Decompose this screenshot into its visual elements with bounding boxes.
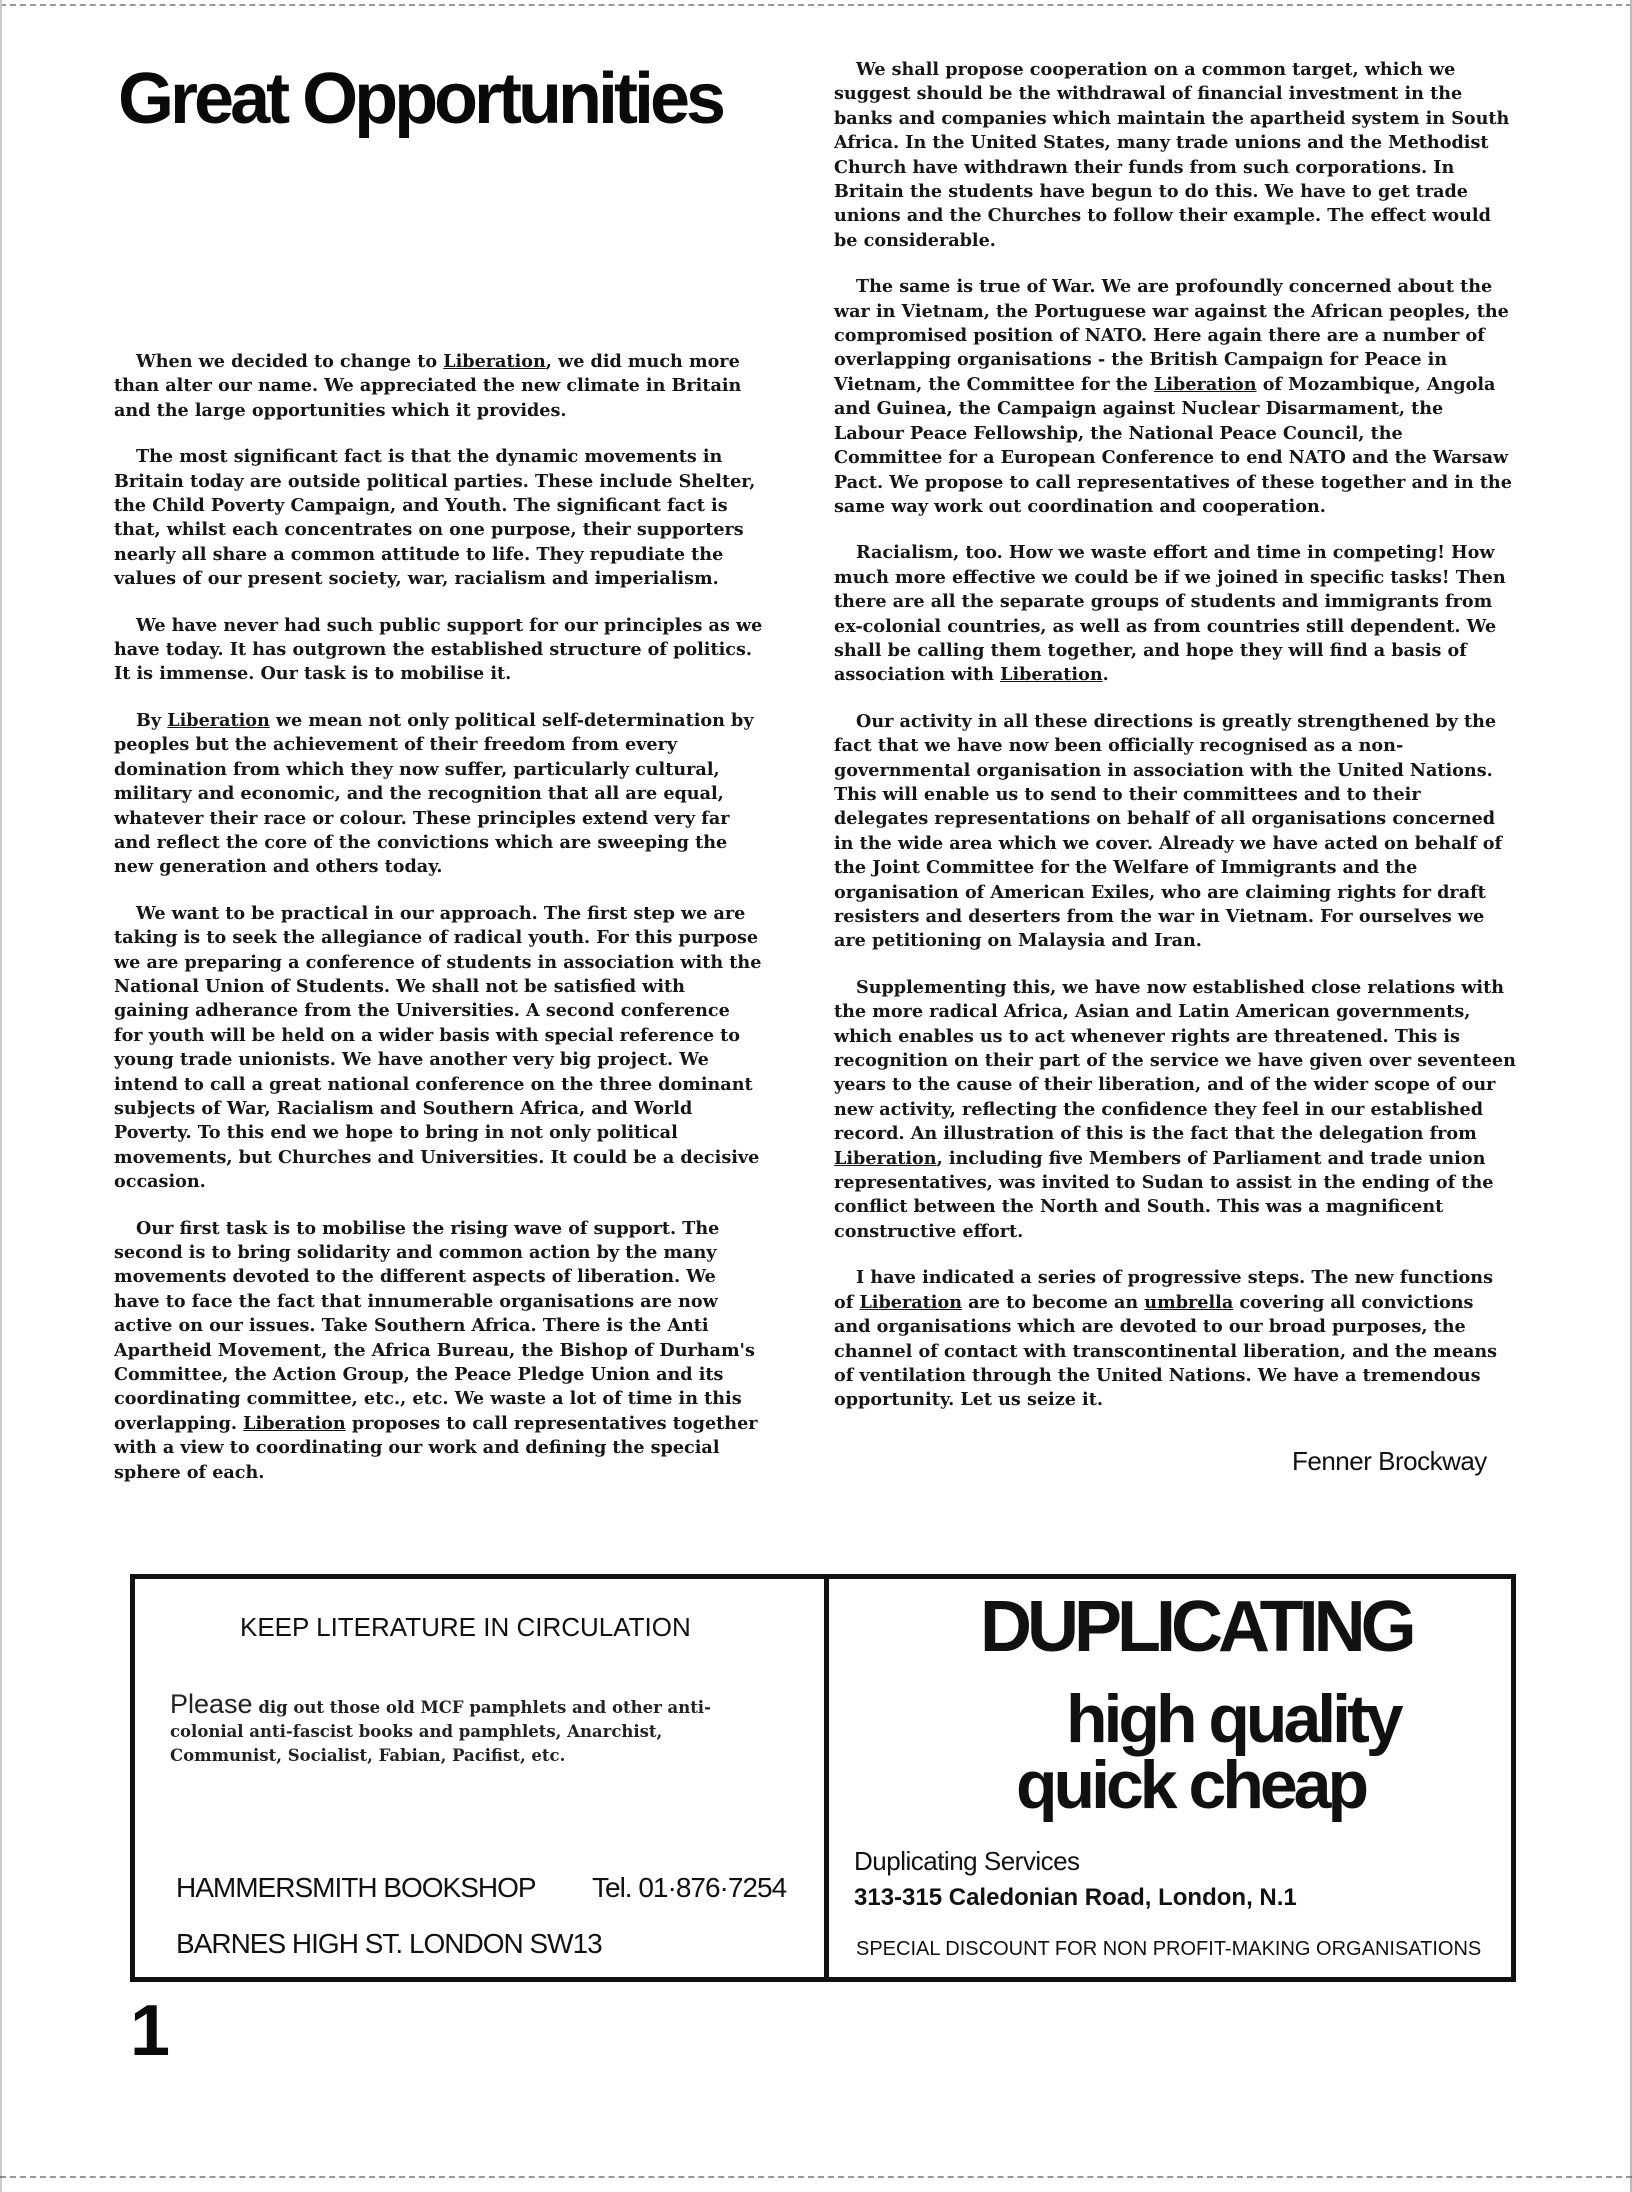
duplicating-ad-headline: DUPLICATING bbox=[980, 1587, 1412, 1667]
bookshop-telephone: Tel. 01·876·7254 bbox=[592, 1872, 787, 1903]
bookshop-ad-please: Please bbox=[170, 1689, 253, 1719]
scan-edge-top bbox=[0, 4, 1632, 6]
duplicating-company: Duplicating Services bbox=[854, 1846, 1080, 1876]
underlined-term: Liberation bbox=[859, 1291, 962, 1313]
underlined-term: umbrella bbox=[1144, 1291, 1234, 1313]
duplicating-discount: SPECIAL DISCOUNT FOR NON PROFIT-MAKING ORGANISATIONS bbox=[856, 1938, 1482, 1960]
bookshop-ad-body: dig out those old MCF pamphlets and other anti-colonial anti-fascist books and pamphlets, Anarchist, Communist, Socialist, Fabian, Pacifist, etc. bbox=[170, 1698, 711, 1765]
bookshop-ad-title: KEEP LITERATURE IN CIRCULATION bbox=[240, 1612, 691, 1642]
bookshop-address: BARNES HIGH ST. LONDON SW13 bbox=[176, 1928, 602, 1959]
advertisement-divider bbox=[824, 1574, 829, 1982]
underlined-term: Liberation bbox=[1154, 373, 1257, 395]
author-signature: Fenner Brockway bbox=[1292, 1446, 1487, 1476]
paragraph: The same is true of War. We are profoundly concerned about the war in Vietnam, the Portuguese war against the African peoples, the compromised position of NATO. Here again there are a number of overlapping organisations - the British Campaign for Peace in Vietnam, the Committee for the Liberation of Mozambique, Angola and Guinea, the Campaign against Nuclear Disarmament, the Labour Peace Fellowship, the National Peace Council, the Committee for a European Conference to end NATO and the Warsaw Pact. We propose to call representatives of these together and in the same way work out coordination and cooperation. bbox=[834, 276, 1512, 517]
underlined-term: Liberation bbox=[834, 1147, 937, 1169]
scan-edge-left bbox=[0, 0, 2, 2192]
paragraph: Our activity in all these directions is greatly strengthened by the fact that we have now been officially recognised as a non-governmental organisation in association with the United Nations. This will enable us to send to their committees and to their delegates representations on behalf of all organisations concerned in the wide area which we cover. Already we have acted on behalf of the Joint Committee for the Welfare of Immigrants and the organisation of American Exiles, who are claiming rights for draft resisters and deserters from the war in Vietnam. For ourselves we are petitioning on Malaysia and Iran. bbox=[834, 710, 1503, 952]
paragraph: Supplementing this, we have now established close relations with the more radical Africa, Asian and Latin American governments, which enables us to act whenever rights are threatened. This is recognition on their part of the service we have given over seventeen years to the cause of their liberation, and of the wider scope of our new activity, reflecting the confidence they feel in our established record. An illustration of this is the fact that the delegation from Liberation, including five Members of Parliament and trade union representatives, was invited to Sudan to assist in the ending of the conflict between the North and South. This was a magnificent constructive effort. bbox=[834, 976, 1516, 1242]
paragraph: Racialism, too. How we waste effort and time in competing! How much more effective we could be if we joined in specific tasks! Then there are all the separate groups of students and immigrants from ex-colonial countries, as well as from countries still dependent. We shall be calling them together, and hope they will find a basis of association with Liberation. bbox=[834, 542, 1506, 686]
scan-edge-bottom bbox=[0, 2176, 1632, 2178]
paragraph: I have indicated a series of progressive steps. The new functions of Liberation are to become an umbrella covering all convictions and organisations which are devoted to our broad purposes, the channel of contact with transcontinental liberation, and the means of ventilation through the United Nations. We have a tremendous opportunity. Let us seize it. bbox=[834, 1267, 1498, 1411]
duplicating-ad-line2: quick cheap bbox=[1016, 1747, 1366, 1823]
paragraph: We have never had such public support for our principles as we have today. It has outgrown the established structure of politics. It is immense. Our task is to mobilise it. bbox=[114, 614, 763, 685]
right-column bbox=[834, 58, 1516, 1435]
underlined-term: Liberation bbox=[167, 709, 270, 731]
paragraph: Our first task is to mobilise the rising wave of support. The second is to bring solidarity and common action by the many movements devoted to the different aspects of liberation. We have to face the fact that innumerable organisations are now active on our issues. Take Southern Africa. There is the Anti Apartheid Movement, the Africa Bureau, the Bishop of Durham's Committee, the Action Group, the Peace Pledge Union and its coordinating committee, etc., etc. We waste a lot of time in this overlapping. Liberation proposes to call representatives together with a view to coordinating our work and defining the special sphere of each. bbox=[114, 1217, 758, 1483]
underlined-term: Liberation bbox=[243, 1412, 346, 1434]
paragraph: By Liberation we mean not only political self-determination by peoples but the achievement of their freedom from every domination from which they now suffer, particularly cultural, military and economic, and the recognition that all are equal, whatever their race or colour. These principles extend very far and reflect the core of the convictions which are sweeping the new generation and others today. bbox=[114, 709, 754, 878]
left-column bbox=[114, 350, 764, 1507]
duplicating-address: 313-315 Caledonian Road, London, N.1 bbox=[854, 1884, 1297, 1911]
article-title: Great Opportunities bbox=[118, 59, 723, 139]
underlined-term: Liberation bbox=[1000, 664, 1103, 686]
paragraph: The most significant fact is that the dynamic movements in Britain today are outside political parties. These include Shelter, the Child Poverty Campaign, and Youth. The significant fact is that, whilst each concentrates on one purpose, their supporters nearly all share a common attitude to life. They repudiate the values of our present society, war, racialism and imperialism. bbox=[114, 446, 756, 590]
paragraph: We shall propose cooperation on a common target, which we suggest should be the withdrawal of financial investment in the banks and companies which maintain the apartheid system in South Africa. In the United States, many trade unions and the Methodist Church have withdrawn their funds from such corporations. In Britain the students have begun to do this. We have to get trade unions and the Churches to follow their example. The effect would be considerable. bbox=[834, 59, 1510, 251]
paragraph: We want to be practical in our approach. The first step we are taking is to seek the allegiance of radical youth. For this purpose we are preparing a conference of students in association with the National Union of Students. We shall not be satisfied with gaining adherance from the Universities. A second conference for youth will be held on a wider basis with special reference to young trade unionists. We have another very big project. We intend to call a great national conference on the three dominant subjects of War, Racialism and Southern Africa, and World Poverty. To this end we hope to bring in not only political movements, but Churches and Universities. It could be a decisive occasion. bbox=[114, 902, 762, 1193]
duplicating-ad-line1: high quality bbox=[1066, 1681, 1400, 1757]
paragraph: When we decided to change to Liberation, we did much more than alter our name. We appreciated the new climate in Britain and the large opportunities which it provides. bbox=[114, 351, 742, 421]
page-number: 1 bbox=[130, 1991, 171, 2071]
bookshop-ad-text bbox=[170, 1689, 770, 1768]
bookshop-name: HAMMERSMITH BOOKSHOP bbox=[176, 1872, 536, 1903]
underlined-term: Liberation bbox=[443, 351, 546, 372]
